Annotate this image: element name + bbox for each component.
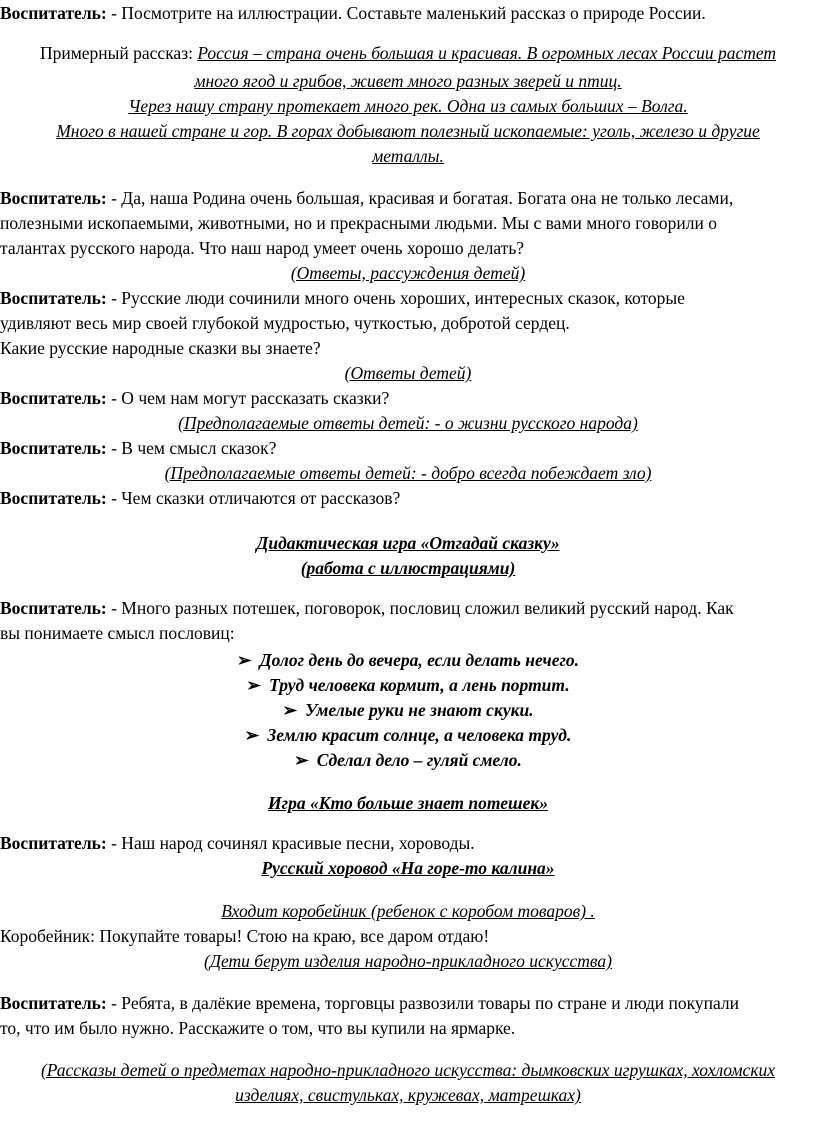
- speaker-label: Воспитатель:: [0, 488, 107, 508]
- arrow-bullet-icon: ➢: [282, 700, 298, 720]
- children-answers-4: (Предполагаемые ответы детей: - добро всегда побеждает зло): [164, 463, 652, 483]
- proverb-text: Умелые руки не знают скуки.: [305, 700, 534, 720]
- paragraph-2-line-1: [0, 187, 816, 209]
- paragraph-6: [0, 487, 816, 509]
- paragraph-text: - Русские люди сочинили много очень хороших, интересных сказок, которые: [106, 288, 685, 308]
- paragraph-text: - В чем смысл сказок?: [106, 438, 277, 458]
- children-answers-2: (Ответы детей): [344, 363, 472, 383]
- sample-story-line-1: [0, 42, 816, 64]
- proverb-text: Долог день до вечера, если делать нечего.: [259, 650, 580, 670]
- round-dance-title: Русский хоровод «На горе-то калина»: [261, 858, 555, 878]
- speaker-label: Воспитатель:: [0, 288, 107, 308]
- sample-story-line-4: Много в нашей стране и гор. В горах добывают полезный ископаемые: уголь, железо и другие: [56, 121, 760, 141]
- paragraph-text: - Да, наша Родина очень большая, красивая и богатая. Богата она не только лесами,: [106, 188, 734, 208]
- peddler-line: Коробейник: Покупайте товары! Стою на краю, все даром отдаю!: [0, 926, 490, 946]
- arrow-bullet-icon: ➢: [244, 725, 260, 745]
- proverb-text: Землю красит солнце, а человека труд.: [267, 725, 572, 745]
- speaker-label: Воспитатель:: [0, 388, 107, 408]
- children-take-items-note: (Дети берут изделия народно-прикладного искусства): [204, 951, 612, 971]
- speaker-label: Воспитатель:: [0, 3, 107, 23]
- paragraph-7-line-1: [0, 597, 816, 619]
- proverb-item: [0, 699, 816, 721]
- paragraph-5: [0, 437, 816, 459]
- paragraph-1: [0, 2, 816, 24]
- paragraph-3-line-3: Какие русские народные сказки вы знаете?: [0, 338, 321, 358]
- paragraph-9-line-2: то, что им было нужно. Расскажите о том, что вы купили на ярмарке.: [0, 1018, 516, 1038]
- children-answers-1: (Ответы, рассуждения детей): [290, 263, 526, 283]
- game-1-subtitle: (работа с иллюстрациями): [300, 558, 516, 578]
- proverb-text: Сделал дело – гуляй смело.: [316, 750, 522, 770]
- speaker-label: Воспитатель:: [0, 438, 107, 458]
- paragraph-text: - Много разных потешек, поговорок, пословиц сложил великий русский народ. Как: [106, 598, 734, 618]
- paragraph-2-line-2: полезными ископаемыми, животными, но и прекрасными людьми. Мы с вами много говорили о: [0, 213, 718, 233]
- peddler-enters-note: Входит коробейник (ребенок с коробом товаров) .: [221, 901, 595, 921]
- sample-story-line-3: Через нашу страну протекает много рек. Одна из самых больших – Волга.: [128, 96, 688, 116]
- proverb-text: Труд человека кормит, а лень портит.: [269, 675, 570, 695]
- arrow-bullet-icon: ➢: [246, 675, 262, 695]
- paragraph-7-line-2: вы понимаете смысл пословиц:: [0, 623, 235, 643]
- arrow-bullet-icon: ➢: [236, 650, 252, 670]
- children-stories-line-1: (Рассказы детей о предметах народно-прикладного искусства: дымковских игрушках, хохломских: [40, 1060, 776, 1080]
- proverb-item: [0, 649, 816, 671]
- paragraph-text: - Ребята, в далёкие времена, торговцы развозили товары по стране и люди покупали: [106, 993, 739, 1013]
- paragraph-text: - Посмотрите на иллюстрации. Составьте маленький рассказ о природе России.: [106, 3, 706, 23]
- speaker-label: Воспитатель:: [0, 188, 107, 208]
- proverb-item: [0, 749, 816, 771]
- arrow-bullet-icon: ➢: [294, 750, 309, 770]
- paragraph-text: - Наш народ сочинял красивые песни, хороводы.: [106, 833, 475, 853]
- game-2-title: Игра «Кто больше знает потешек»: [268, 793, 548, 813]
- paragraph-8: [0, 832, 816, 854]
- sample-story-text: Россия – страна очень большая и красивая. В огромных лесах России растет: [197, 43, 777, 63]
- paragraph-text: - Чем сказки отличаются от рассказов?: [106, 488, 401, 508]
- game-1-title: Дидактическая игра «Отгадай сказку»: [256, 533, 560, 553]
- paragraph-2-line-3: талантах русского народа. Что наш народ умеет очень хорошо делать?: [0, 238, 525, 258]
- sample-story-line-2: много ягод и грибов, живет много разных зверей и птиц.: [194, 71, 622, 91]
- sample-story-label: Примерный рассказ:: [39, 43, 198, 63]
- speaker-label: Воспитатель:: [0, 993, 107, 1013]
- speaker-label: Воспитатель:: [0, 598, 107, 618]
- sample-story-line-5: металлы.: [372, 146, 444, 166]
- children-stories-line-2: изделиях, свистульках, кружевах, матрешках): [235, 1085, 581, 1105]
- children-answers-3: (Предполагаемые ответы детей: - о жизни русского народа): [178, 413, 638, 433]
- proverb-item: [0, 724, 816, 746]
- paragraph-text: - О чем нам могут рассказать сказки?: [106, 388, 390, 408]
- speaker-label: Воспитатель:: [0, 833, 107, 853]
- paragraph-4: [0, 387, 816, 409]
- paragraph-3-line-1: [0, 287, 816, 309]
- paragraph-3-line-2: удивляют весь мир своей глубокой мудростью, чуткостью, добротой сердец.: [0, 313, 570, 333]
- proverb-item: [0, 674, 816, 696]
- paragraph-9-line-1: [0, 992, 816, 1014]
